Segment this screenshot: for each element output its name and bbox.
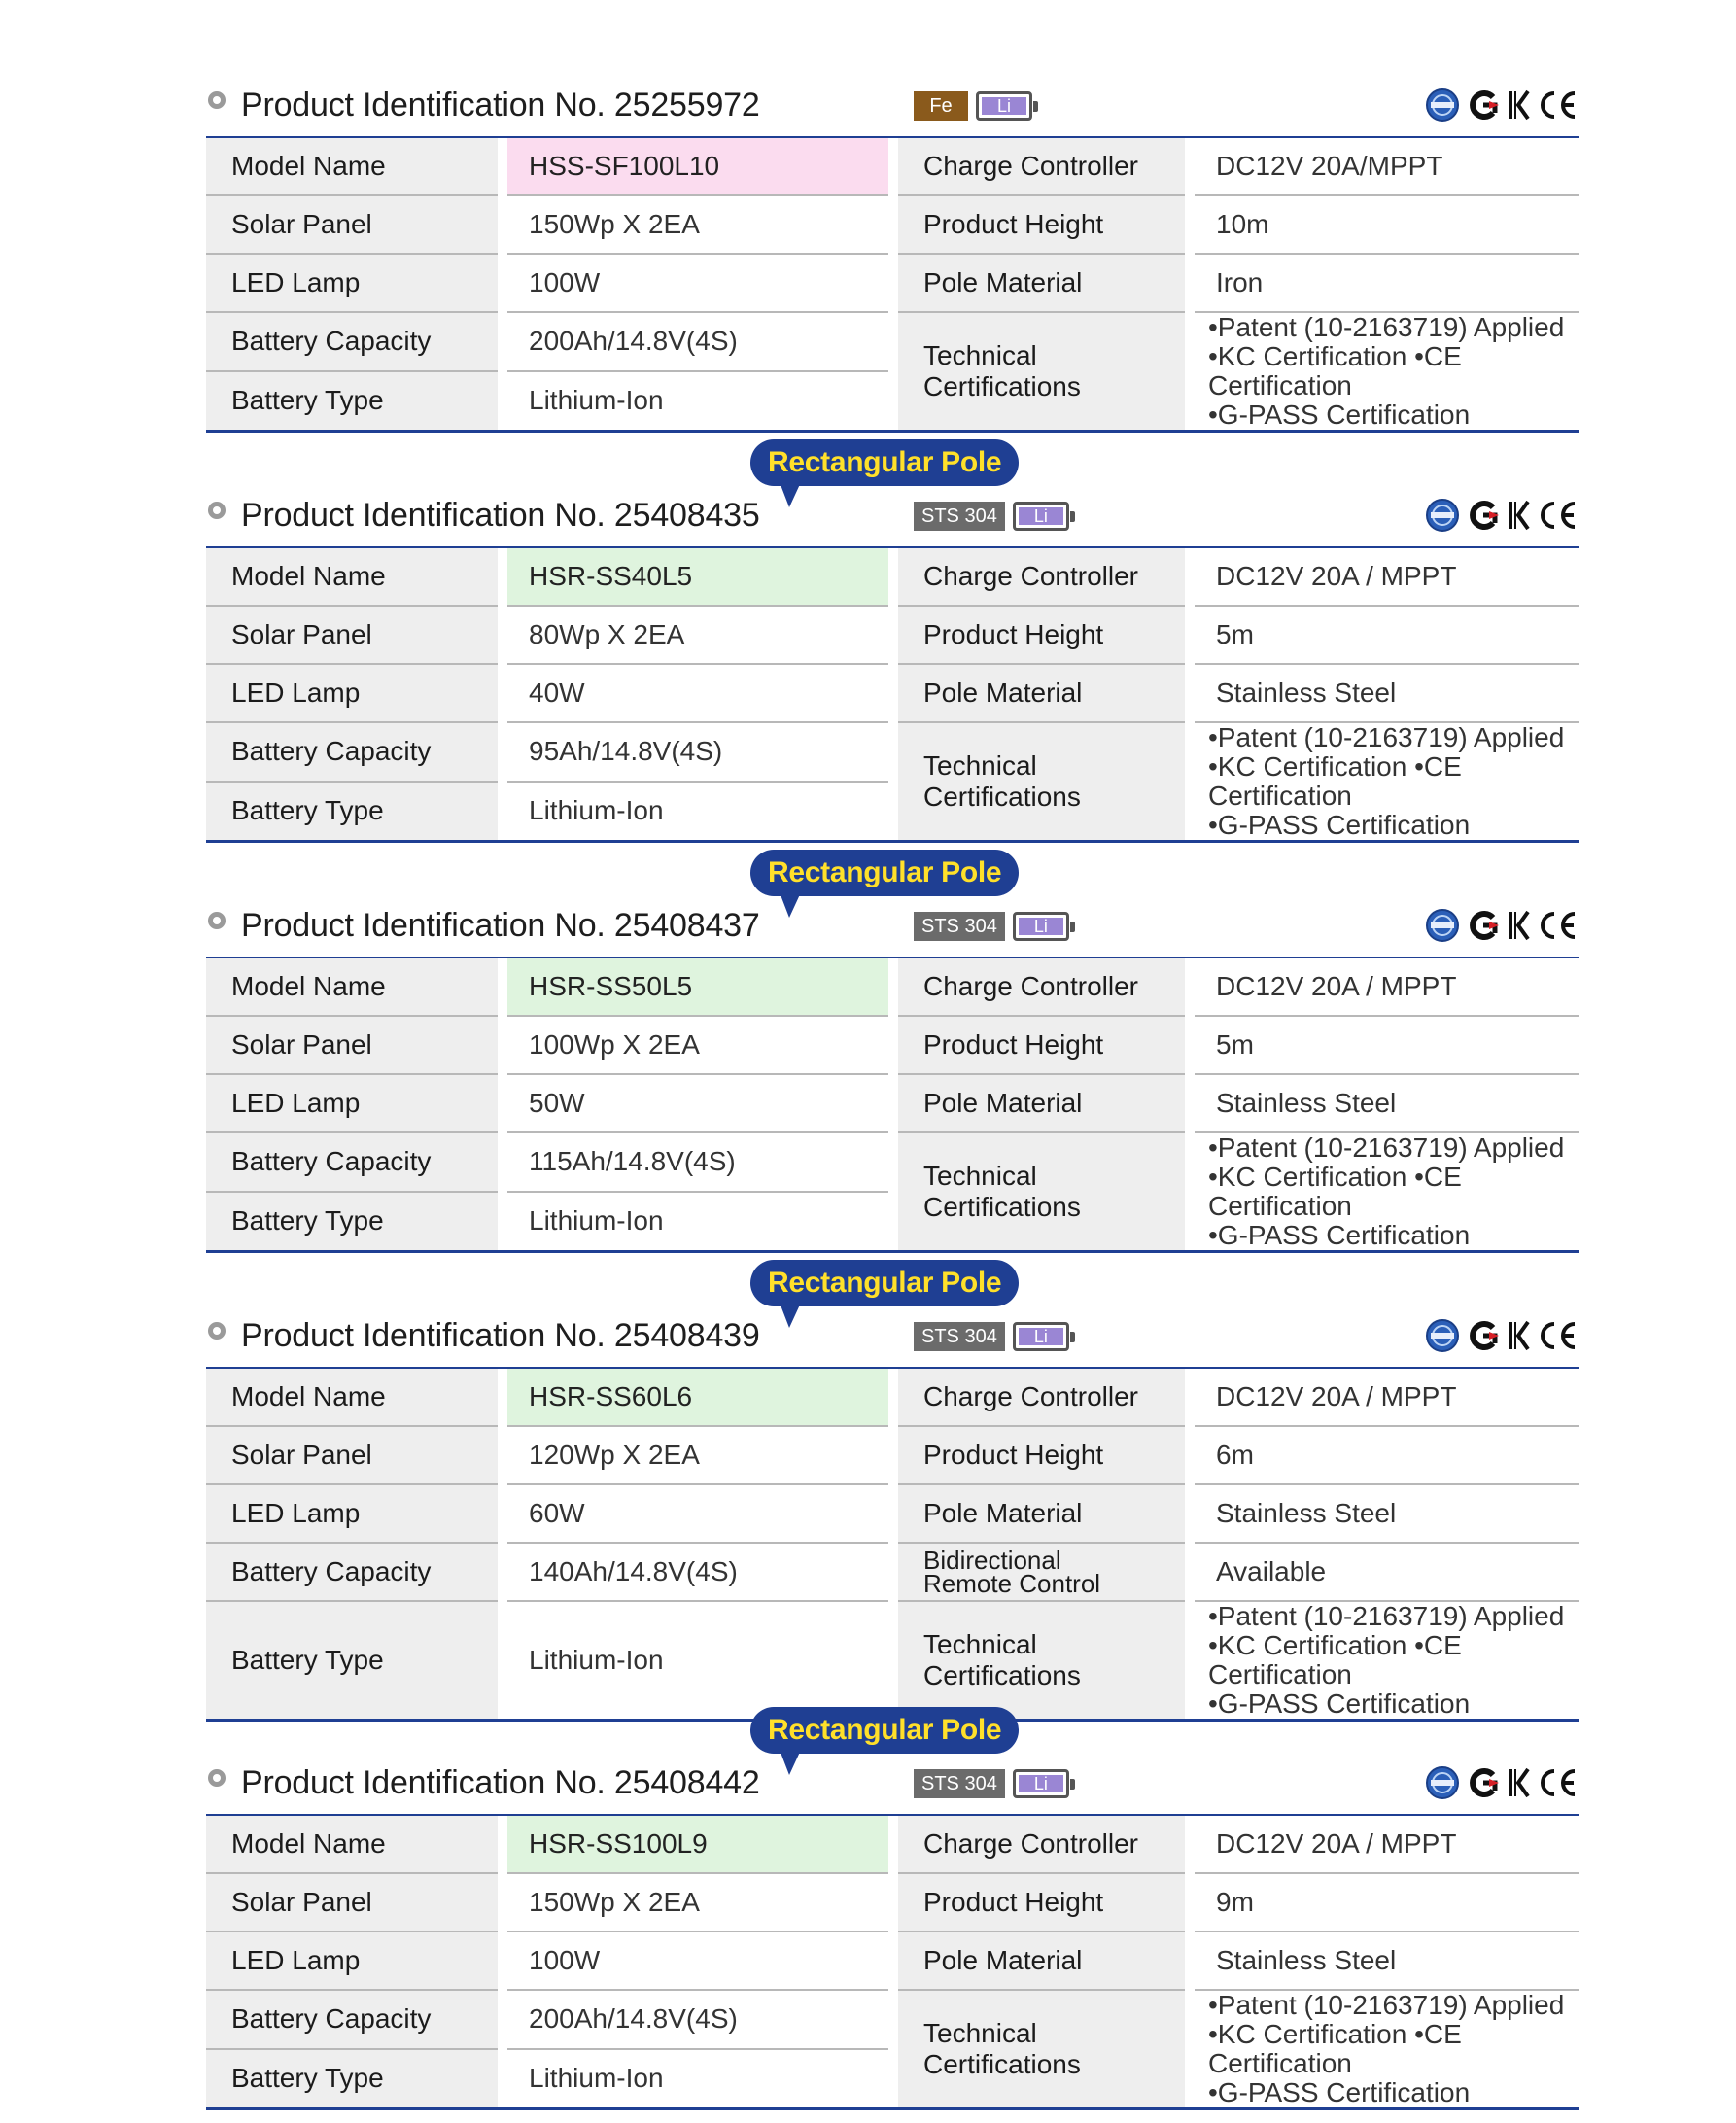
- tech-cert-label-line: Certifications: [923, 782, 1081, 812]
- column-gap: [888, 1601, 898, 1721]
- tech-cert-label: [898, 1990, 1185, 2109]
- spec-value: Stainless Steel: [1195, 1932, 1579, 1990]
- tech-cert-line: •G-PASS Certification: [1208, 400, 1471, 430]
- spec-row: [206, 1368, 1579, 1426]
- spec-label: Battery Capacity: [206, 1543, 498, 1601]
- product-section: [206, 29, 1579, 433]
- spec-row: [206, 1543, 1579, 1601]
- tech-cert-label-line: Technical: [923, 1629, 1037, 1659]
- column-gap: [888, 1932, 898, 1990]
- battery-nub: [1070, 1332, 1075, 1342]
- callout-tail: [780, 1750, 801, 1775]
- spec-label: Charge Controller: [898, 1815, 1185, 1873]
- spec-value: Lithium-Ion: [529, 385, 664, 416]
- column-gap: [1185, 1815, 1195, 1873]
- product-id-title: Product Identification No. 25408442: [241, 1764, 760, 1801]
- spec-value: Lithium-Ion: [529, 1645, 664, 1675]
- spec-value: DC12V 20A / MPPT: [1195, 547, 1579, 606]
- spec-value: 200Ah/14.8V(4S): [507, 312, 888, 371]
- certification-icons: [1425, 1765, 1579, 1800]
- spec-label: Model Name: [206, 1815, 498, 1873]
- spec-label: Solar Panel: [206, 606, 498, 664]
- spec-value: 60W: [507, 1484, 888, 1543]
- column-gap: [888, 1192, 898, 1252]
- rectangular-pole-callout: [750, 1707, 1019, 1754]
- spec-value: Stainless Steel: [1195, 1074, 1579, 1132]
- gpass-icon: [1425, 87, 1460, 122]
- column-gap: [498, 1132, 507, 1192]
- model-name-value: HSS-SF100L10: [507, 137, 888, 195]
- ce-icon: [1538, 910, 1579, 941]
- spec-row: [206, 664, 1579, 722]
- spec-label: Battery Capacity: [206, 312, 498, 371]
- spec-value: Available: [1195, 1543, 1579, 1601]
- certification-icons: [1425, 1318, 1579, 1353]
- tech-cert-line: •G-PASS Certification: [1208, 2077, 1471, 2107]
- column-gap: [498, 254, 507, 312]
- column-gap: [888, 1873, 898, 1932]
- kc-icon: [1507, 88, 1532, 122]
- spec-label: Product Height: [898, 606, 1185, 664]
- column-gap: [1185, 606, 1195, 664]
- battery-type-badge: Li: [1019, 1775, 1063, 1792]
- spec-label: Battery Type: [206, 371, 498, 432]
- column-gap: [1185, 1016, 1195, 1074]
- spec-label: Battery Type: [206, 2049, 498, 2109]
- spec-badges: [914, 1322, 1069, 1351]
- column-gap: [888, 254, 898, 312]
- certification-icons: [1425, 87, 1579, 122]
- tech-cert-label-line: Technical: [923, 750, 1037, 781]
- product-section: [206, 1707, 1579, 2110]
- spec-row: [206, 195, 1579, 254]
- material-badge: STS 304: [914, 912, 1005, 941]
- column-gap: [1185, 664, 1195, 722]
- spec-value: 10m: [1195, 195, 1579, 254]
- spec-label: Charge Controller: [898, 957, 1185, 1016]
- spec-value: 5m: [1195, 1016, 1579, 1074]
- gpass-icon: [1425, 498, 1460, 533]
- spec-badges: [914, 912, 1069, 941]
- product-id-title: Product Identification No. 25408435: [241, 497, 760, 534]
- model-name-value: HSR-SS40L5: [507, 547, 888, 606]
- product-section: [206, 439, 1579, 843]
- spec-badges: [914, 1769, 1069, 1798]
- column-gap: [1185, 1426, 1195, 1484]
- patent-icon: [1466, 87, 1501, 122]
- spec-value: 6m: [1195, 1426, 1579, 1484]
- column-gap: [1185, 1601, 1195, 1721]
- column-gap: [888, 1132, 898, 1192]
- spec-value: Lithium-Ion: [529, 2063, 664, 2094]
- spec-label: LED Lamp: [206, 1484, 498, 1543]
- material-badge: STS 304: [914, 1769, 1005, 1798]
- column-gap: [888, 1426, 898, 1484]
- column-gap: [1185, 547, 1195, 606]
- column-gap: [498, 782, 507, 842]
- spec-label: Charge Controller: [898, 1368, 1185, 1426]
- spec-value: 5m: [1195, 606, 1579, 664]
- spec-value: 95Ah/14.8V(4S): [507, 722, 888, 782]
- tech-cert-label: [898, 1132, 1185, 1252]
- column-gap: [498, 195, 507, 254]
- spec-value: 150Wp X 2EA: [507, 1873, 888, 1932]
- product-id-title: Product Identification No. 25255972: [241, 87, 760, 123]
- column-gap: [1185, 1132, 1195, 1252]
- column-gap: [888, 1990, 898, 2049]
- spec-row: [206, 547, 1579, 606]
- tech-cert-value: [1195, 1132, 1579, 1252]
- battery-type-badge: Li: [1019, 507, 1063, 525]
- tech-cert-line: •KC Certification •CE Certification: [1208, 1630, 1462, 1689]
- battery-nub: [1033, 101, 1038, 112]
- spec-table: [206, 1814, 1579, 2110]
- spec-value: 40W: [507, 664, 888, 722]
- product-header: [206, 1260, 1579, 1367]
- spec-value: 140Ah/14.8V(4S): [507, 1543, 888, 1601]
- tech-cert-value: [1195, 722, 1579, 842]
- product-section: [206, 1260, 1579, 1722]
- tech-cert-line: •Patent (10-2163719) Applied: [1208, 1132, 1565, 1163]
- patent-icon: [1466, 1765, 1501, 1800]
- column-gap: [498, 1815, 507, 1873]
- battery-icon: [1013, 502, 1069, 531]
- spec-label: LED Lamp: [206, 1074, 498, 1132]
- column-gap: [1185, 1368, 1195, 1426]
- spec-label: Battery Type: [206, 782, 498, 842]
- material-badge: STS 304: [914, 1322, 1005, 1351]
- gpass-icon: [1425, 1765, 1460, 1800]
- battery-type-badge: Li: [1019, 918, 1063, 935]
- column-gap: [888, 722, 898, 782]
- column-gap: [498, 1932, 507, 1990]
- model-name-value: HSR-SS60L6: [507, 1368, 888, 1426]
- spec-row: [206, 1601, 1579, 1721]
- rectangular-pole-callout: [750, 850, 1019, 896]
- column-gap: [498, 1601, 507, 1721]
- column-gap: [498, 1543, 507, 1601]
- tech-cert-value: [1195, 312, 1579, 432]
- column-gap: [888, 2049, 898, 2109]
- product-id-title: Product Identification No. 25408439: [241, 1317, 760, 1354]
- spec-row: [206, 1484, 1579, 1543]
- circle-bullet-icon: [208, 912, 226, 929]
- spec-label: Battery Capacity: [206, 1132, 498, 1192]
- ce-icon: [1538, 500, 1579, 531]
- rectangular-pole-callout: [750, 439, 1019, 486]
- column-gap: [888, 782, 898, 842]
- spec-value: 200Ah/14.8V(4S): [507, 1990, 888, 2049]
- spec-value: DC12V 20A / MPPT: [1195, 1368, 1579, 1426]
- spec-label: Model Name: [206, 1368, 498, 1426]
- spec-row: [206, 1016, 1579, 1074]
- spec-label: Pole Material: [898, 254, 1185, 312]
- spec-value: Lithium-Ion: [529, 1205, 664, 1236]
- spec-label: Solar Panel: [206, 1426, 498, 1484]
- spec-table: [206, 136, 1579, 433]
- spec-row: [206, 1426, 1579, 1484]
- column-gap: [498, 664, 507, 722]
- ce-icon: [1538, 89, 1579, 121]
- certification-icons: [1425, 498, 1579, 533]
- column-gap: [1185, 1543, 1195, 1601]
- tech-cert-line: •G-PASS Certification: [1208, 810, 1471, 840]
- product-header: [206, 29, 1579, 136]
- tech-cert-line: •G-PASS Certification: [1208, 1220, 1471, 1250]
- ce-icon: [1538, 1320, 1579, 1351]
- column-gap: [888, 664, 898, 722]
- spec-value: 80Wp X 2EA: [507, 606, 888, 664]
- tech-cert-line: •KC Certification •CE Certification: [1208, 751, 1462, 811]
- column-gap: [888, 1074, 898, 1132]
- column-gap: [1185, 195, 1195, 254]
- material-badge: STS 304: [914, 502, 1005, 531]
- callout-text: Rectangular Pole: [768, 1714, 1002, 1746]
- callout-text: Rectangular Pole: [768, 856, 1002, 888]
- product-section: [206, 850, 1579, 1253]
- product-id-title: Product Identification No. 25408437: [241, 907, 760, 944]
- spec-table: [206, 957, 1579, 1253]
- spec-row: [206, 957, 1579, 1016]
- tech-cert-label-line: Certifications: [923, 1192, 1081, 1222]
- column-gap: [498, 1368, 507, 1426]
- certification-icons: [1425, 908, 1579, 943]
- spec-label: Solar Panel: [206, 1016, 498, 1074]
- spec-label: Pole Material: [898, 664, 1185, 722]
- spec-row: [206, 1990, 1579, 2049]
- circle-bullet-icon: [208, 1322, 226, 1340]
- column-gap: [498, 547, 507, 606]
- spec-value: Stainless Steel: [1195, 664, 1579, 722]
- spec-label: Battery Type: [206, 1192, 498, 1252]
- spec-label: Solar Panel: [206, 1873, 498, 1932]
- spec-label: Product Height: [898, 195, 1185, 254]
- kc-icon: [1507, 1319, 1532, 1352]
- callout-text: Rectangular Pole: [768, 446, 1002, 478]
- tech-cert-label-line: Certifications: [923, 2049, 1081, 2079]
- spec-row: [206, 137, 1579, 195]
- product-header: [206, 439, 1579, 546]
- tech-cert-label: [898, 312, 1185, 432]
- column-gap: [1185, 312, 1195, 432]
- tech-cert-line: •Patent (10-2163719) Applied: [1208, 1601, 1565, 1631]
- tech-cert-line: •KC Certification •CE Certification: [1208, 341, 1462, 400]
- tech-cert-label-line: Certifications: [923, 371, 1081, 401]
- gpass-icon: [1425, 1318, 1460, 1353]
- spec-value: Stainless Steel: [1195, 1484, 1579, 1543]
- column-gap: [888, 312, 898, 371]
- circle-bullet-icon: [208, 1769, 226, 1787]
- battery-type-badge: Li: [1019, 1328, 1063, 1345]
- spec-value: 115Ah/14.8V(4S): [507, 1132, 888, 1192]
- column-gap: [498, 2049, 507, 2109]
- ce-icon: [1538, 1767, 1579, 1798]
- battery-icon: [1013, 1769, 1069, 1798]
- spec-label: Battery Type: [206, 1601, 498, 1721]
- column-gap: [888, 195, 898, 254]
- spec-label: LED Lamp: [206, 254, 498, 312]
- patent-icon: [1466, 498, 1501, 533]
- spec-label: Pole Material: [898, 1932, 1185, 1990]
- spec-label: Model Name: [206, 957, 498, 1016]
- spec-label: Product Height: [898, 1426, 1185, 1484]
- tech-cert-label-line: Technical: [923, 1161, 1037, 1191]
- spec-badges: [914, 502, 1069, 531]
- spec-table: [206, 546, 1579, 843]
- column-gap: [1185, 722, 1195, 842]
- callout-tail: [780, 892, 801, 918]
- callout-tail: [780, 482, 801, 507]
- kc-icon: [1507, 1766, 1532, 1799]
- column-gap: [888, 1368, 898, 1426]
- tech-cert-label: [898, 722, 1185, 842]
- column-gap: [888, 1815, 898, 1873]
- gpass-icon: [1425, 908, 1460, 943]
- spec-value: 100W: [507, 254, 888, 312]
- tech-cert-line: •Patent (10-2163719) Applied: [1208, 722, 1565, 752]
- column-gap: [1185, 1873, 1195, 1932]
- column-gap: [1185, 957, 1195, 1016]
- column-gap: [498, 371, 507, 432]
- material-badge: Fe: [914, 91, 968, 121]
- spec-label: [898, 1543, 1185, 1601]
- column-gap: [498, 957, 507, 1016]
- spec-label: Solar Panel: [206, 195, 498, 254]
- model-name-value: HSR-SS50L5: [507, 957, 888, 1016]
- tech-cert-value: [1195, 1990, 1579, 2109]
- column-gap: [1185, 1932, 1195, 1990]
- spec-table: [206, 1367, 1579, 1722]
- column-gap: [1185, 137, 1195, 195]
- spec-label: Product Height: [898, 1016, 1185, 1074]
- tech-cert-label: [898, 1601, 1185, 1721]
- model-name-value: HSR-SS100L9: [507, 1815, 888, 1873]
- battery-nub: [1070, 511, 1075, 522]
- column-gap: [888, 371, 898, 432]
- column-gap: [498, 722, 507, 782]
- spec-label: Model Name: [206, 137, 498, 195]
- spec-row: [206, 1873, 1579, 1932]
- battery-nub: [1070, 1779, 1075, 1790]
- column-gap: [1185, 1074, 1195, 1132]
- column-gap: [498, 1016, 507, 1074]
- column-gap: [1185, 254, 1195, 312]
- spec-row: [206, 1932, 1579, 1990]
- spec-row: [206, 1815, 1579, 1873]
- column-gap: [888, 606, 898, 664]
- column-gap: [498, 1074, 507, 1132]
- spec-value: 100Wp X 2EA: [507, 1016, 888, 1074]
- spec-value: 100W: [507, 1932, 888, 1990]
- spec-row: [206, 312, 1579, 371]
- spec-value: DC12V 20A / MPPT: [1195, 1815, 1579, 1873]
- patent-icon: [1466, 1318, 1501, 1353]
- spec-label: LED Lamp: [206, 1932, 498, 1990]
- spec-label: Battery Capacity: [206, 722, 498, 782]
- column-gap: [498, 606, 507, 664]
- column-gap: [888, 957, 898, 1016]
- column-gap: [888, 1543, 898, 1601]
- kc-icon: [1507, 499, 1532, 532]
- column-gap: [888, 137, 898, 195]
- circle-bullet-icon: [208, 502, 226, 519]
- spec-label: LED Lamp: [206, 664, 498, 722]
- spec-row: [206, 254, 1579, 312]
- spec-badges: [914, 91, 1032, 121]
- spec-label: Pole Material: [898, 1484, 1185, 1543]
- battery-nub: [1070, 922, 1075, 932]
- column-gap: [1185, 1990, 1195, 2109]
- callout-tail: [780, 1303, 801, 1328]
- spec-label-line: Bidirectional: [923, 1546, 1061, 1575]
- spec-label: Pole Material: [898, 1074, 1185, 1132]
- spec-label: Charge Controller: [898, 547, 1185, 606]
- callout-text: Rectangular Pole: [768, 1267, 1002, 1299]
- tech-cert-line: •G-PASS Certification: [1208, 1688, 1471, 1719]
- spec-label: Charge Controller: [898, 137, 1185, 195]
- column-gap: [498, 1426, 507, 1484]
- spec-row: [206, 722, 1579, 782]
- spec-value: Lithium-Ion: [529, 795, 664, 826]
- spec-value: DC12V 20A/MPPT: [1195, 137, 1579, 195]
- column-gap: [498, 1990, 507, 2049]
- tech-cert-line: •Patent (10-2163719) Applied: [1208, 312, 1565, 342]
- column-gap: [498, 312, 507, 371]
- spec-value: DC12V 20A / MPPT: [1195, 957, 1579, 1016]
- column-gap: [888, 1016, 898, 1074]
- spec-row: [206, 1132, 1579, 1192]
- column-gap: [498, 1192, 507, 1252]
- spec-row: [206, 606, 1579, 664]
- spec-label: Model Name: [206, 547, 498, 606]
- tech-cert-value: [1195, 1601, 1579, 1721]
- spec-value: Iron: [1195, 254, 1579, 312]
- spec-row: [206, 1074, 1579, 1132]
- battery-icon: [1013, 912, 1069, 941]
- spec-value: 120Wp X 2EA: [507, 1426, 888, 1484]
- battery-type-badge: Li: [982, 97, 1026, 115]
- rectangular-pole-callout: [750, 1260, 1019, 1306]
- column-gap: [888, 547, 898, 606]
- spec-value: 150Wp X 2EA: [507, 195, 888, 254]
- tech-cert-line: •KC Certification •CE Certification: [1208, 1162, 1462, 1221]
- tech-cert-label-line: Certifications: [923, 1660, 1081, 1690]
- column-gap: [498, 1873, 507, 1932]
- spec-label-line: Remote Control: [923, 1569, 1101, 1598]
- column-gap: [888, 1484, 898, 1543]
- tech-cert-line: •KC Certification •CE Certification: [1208, 2019, 1462, 2078]
- product-header: [206, 850, 1579, 957]
- tech-cert-line: •Patent (10-2163719) Applied: [1208, 1990, 1565, 2020]
- spec-label: Battery Capacity: [206, 1990, 498, 2049]
- spec-value: 50W: [507, 1074, 888, 1132]
- circle-bullet-icon: [208, 91, 226, 109]
- battery-icon: [1013, 1322, 1069, 1351]
- column-gap: [498, 1484, 507, 1543]
- spec-label: Product Height: [898, 1873, 1185, 1932]
- product-header: [206, 1707, 1579, 1814]
- column-gap: [1185, 1484, 1195, 1543]
- battery-icon: [976, 91, 1032, 121]
- column-gap: [498, 137, 507, 195]
- patent-icon: [1466, 908, 1501, 943]
- tech-cert-label-line: Technical: [923, 340, 1037, 370]
- tech-cert-label-line: Technical: [923, 2018, 1037, 2048]
- kc-icon: [1507, 909, 1532, 942]
- spec-value: 9m: [1195, 1873, 1579, 1932]
